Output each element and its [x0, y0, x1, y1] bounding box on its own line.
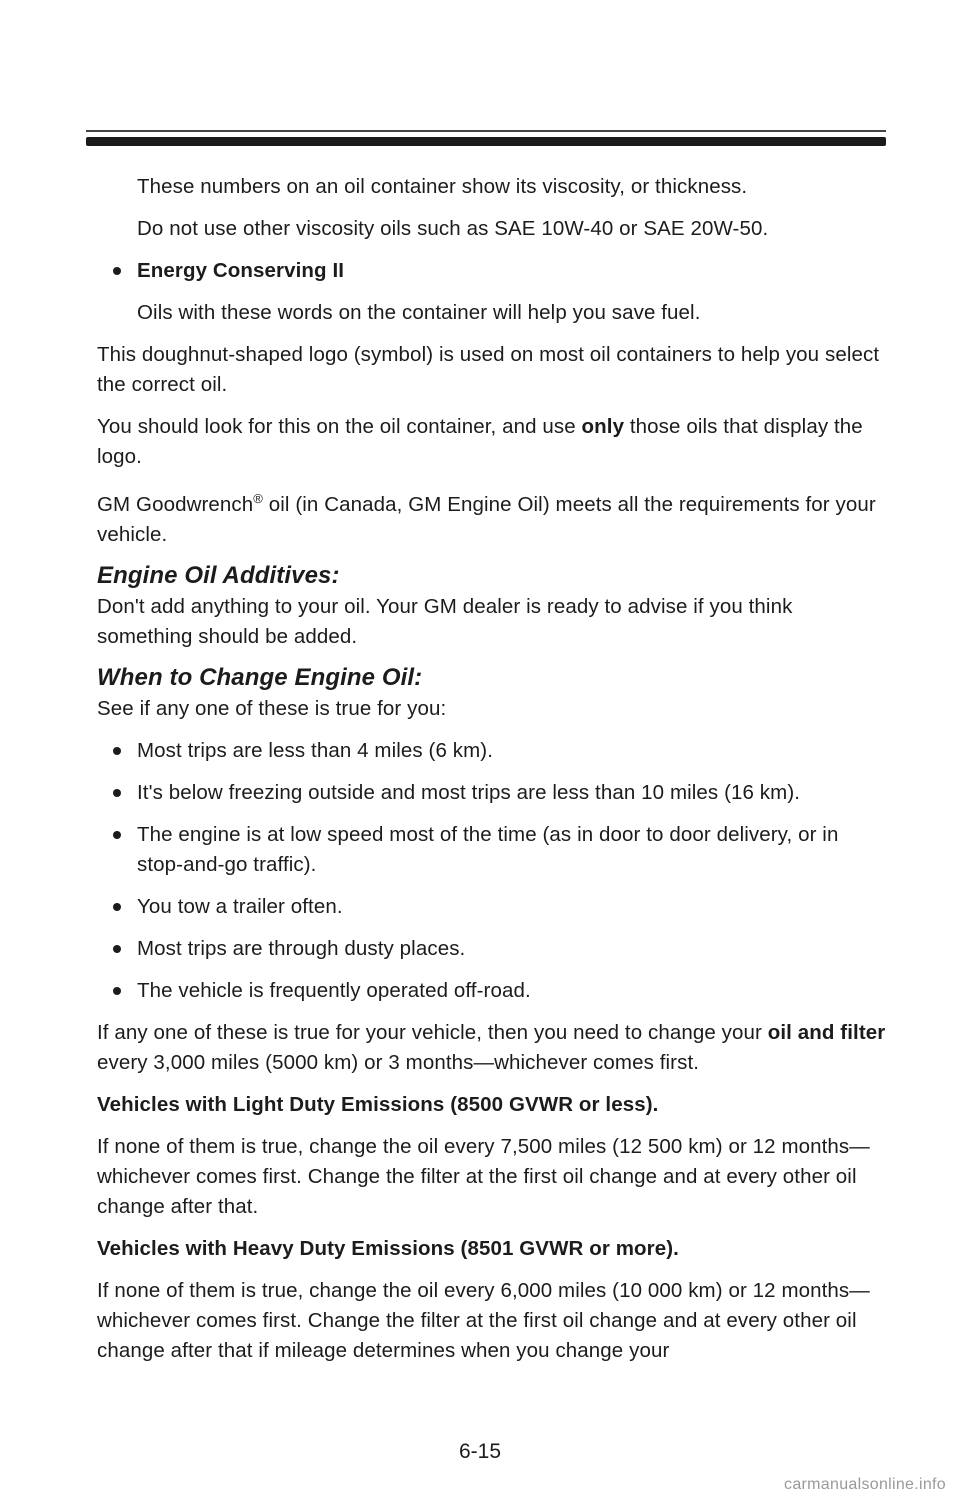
change-intro-text: See if any one of these is true for you: — [97, 696, 447, 720]
change-interval-text-end: every 3,000 miles (5000 km) or 3 months—whichever comes first. — [97, 1050, 700, 1074]
logo-explain-text: This doughnut-shaped logo (symbol) is used on most oil containers to help you select the correct oil. — [97, 343, 880, 396]
bullet-icon — [113, 987, 121, 995]
condition-text: The vehicle is frequently operated off-road. — [137, 978, 531, 1002]
condition-bullet — [97, 976, 887, 1006]
registered-mark: ® — [253, 491, 263, 506]
additives-text: Don't add anything to your oil. Your GM dealer is ready to advise if you think something should be added. — [97, 594, 793, 648]
page-content — [97, 172, 887, 1378]
logo-look-text-start: You should look for this on the oil container, and use — [97, 415, 582, 438]
energy-explain-text: Oils with these words on the container will help you save fuel. — [137, 301, 701, 324]
condition-text: You tow a trailer often. — [137, 894, 343, 918]
condition-text: Most trips are less than 4 miles (6 km). — [137, 738, 494, 762]
viscosity-warning-text: Do not use other viscosity oils such as SAE 10W-40 or SAE 20W-50. — [137, 217, 769, 240]
condition-bullet — [97, 892, 887, 922]
goodwrench-paragraph — [97, 484, 887, 550]
bullet-icon — [113, 945, 121, 953]
viscosity-explain-text: These numbers on an oil container show its viscosity, or thickness. — [137, 175, 748, 198]
bullet-icon — [113, 267, 121, 275]
goodwrench-text-start: GM Goodwrench — [97, 492, 254, 516]
oil-and-filter-emphasis: oil and filter — [767, 1020, 886, 1044]
condition-text: The engine is at low speed most of the time (as in door to door delivery, or in stop-and-go traffic). — [137, 822, 839, 876]
heavy-duty-text: If none of them is true, change the oil every 6,000 miles (10 000 km) or 12 months—whichever comes first. Change the filter at the first oil change and at every other oil change after that if mileage determines when you change your — [97, 1278, 870, 1362]
change-interval-text-start: If any one of these is true for your vehicle, then you need to change your — [97, 1020, 768, 1044]
bullet-icon — [113, 747, 121, 755]
light-duty-heading: Vehicles with Light Duty Emissions (8500 GVWR or less). — [97, 1092, 659, 1116]
bullet-icon — [113, 831, 121, 839]
watermark: carmanualsonline.info — [784, 1476, 946, 1493]
logo-look-paragraph — [97, 412, 887, 472]
condition-bullet — [97, 778, 887, 808]
bullet-icon — [113, 789, 121, 797]
bullet-icon — [113, 903, 121, 911]
logo-look-emphasis: only — [581, 415, 625, 438]
condition-text: Most trips are through dusty places. — [137, 936, 466, 960]
heavy-duty-heading: Vehicles with Heavy Duty Emissions (8501 GVWR or more). — [97, 1236, 679, 1260]
condition-bullet — [97, 736, 887, 766]
condition-text: It's below freezing outside and most trips are less than 10 miles (16 km). — [137, 780, 801, 804]
header-rule-thin — [86, 130, 886, 132]
condition-bullet — [97, 934, 887, 964]
light-duty-text: If none of them is true, change the oil every 7,500 miles (12 500 km) or 12 months—whichever comes first. Change the filter at the first oil change and at every other oil change after that. — [97, 1134, 870, 1218]
logo-look-text-end: those oils that display the logo. — [97, 415, 863, 468]
goodwrench-text-end: oil (in Canada, GM Engine Oil) meets all the requirements for your vehicle. — [97, 492, 876, 546]
additives-heading: Engine Oil Additives: — [97, 561, 340, 589]
energy-conserving-bullet — [97, 256, 887, 286]
change-oil-heading: When to Change Engine Oil: — [97, 663, 423, 691]
change-interval-paragraph — [97, 1018, 887, 1078]
page-number: 6-15 — [458, 1440, 502, 1463]
header-rule — [86, 137, 886, 146]
condition-bullet — [97, 820, 887, 880]
energy-conserving-label: Energy Conserving II — [137, 259, 345, 282]
